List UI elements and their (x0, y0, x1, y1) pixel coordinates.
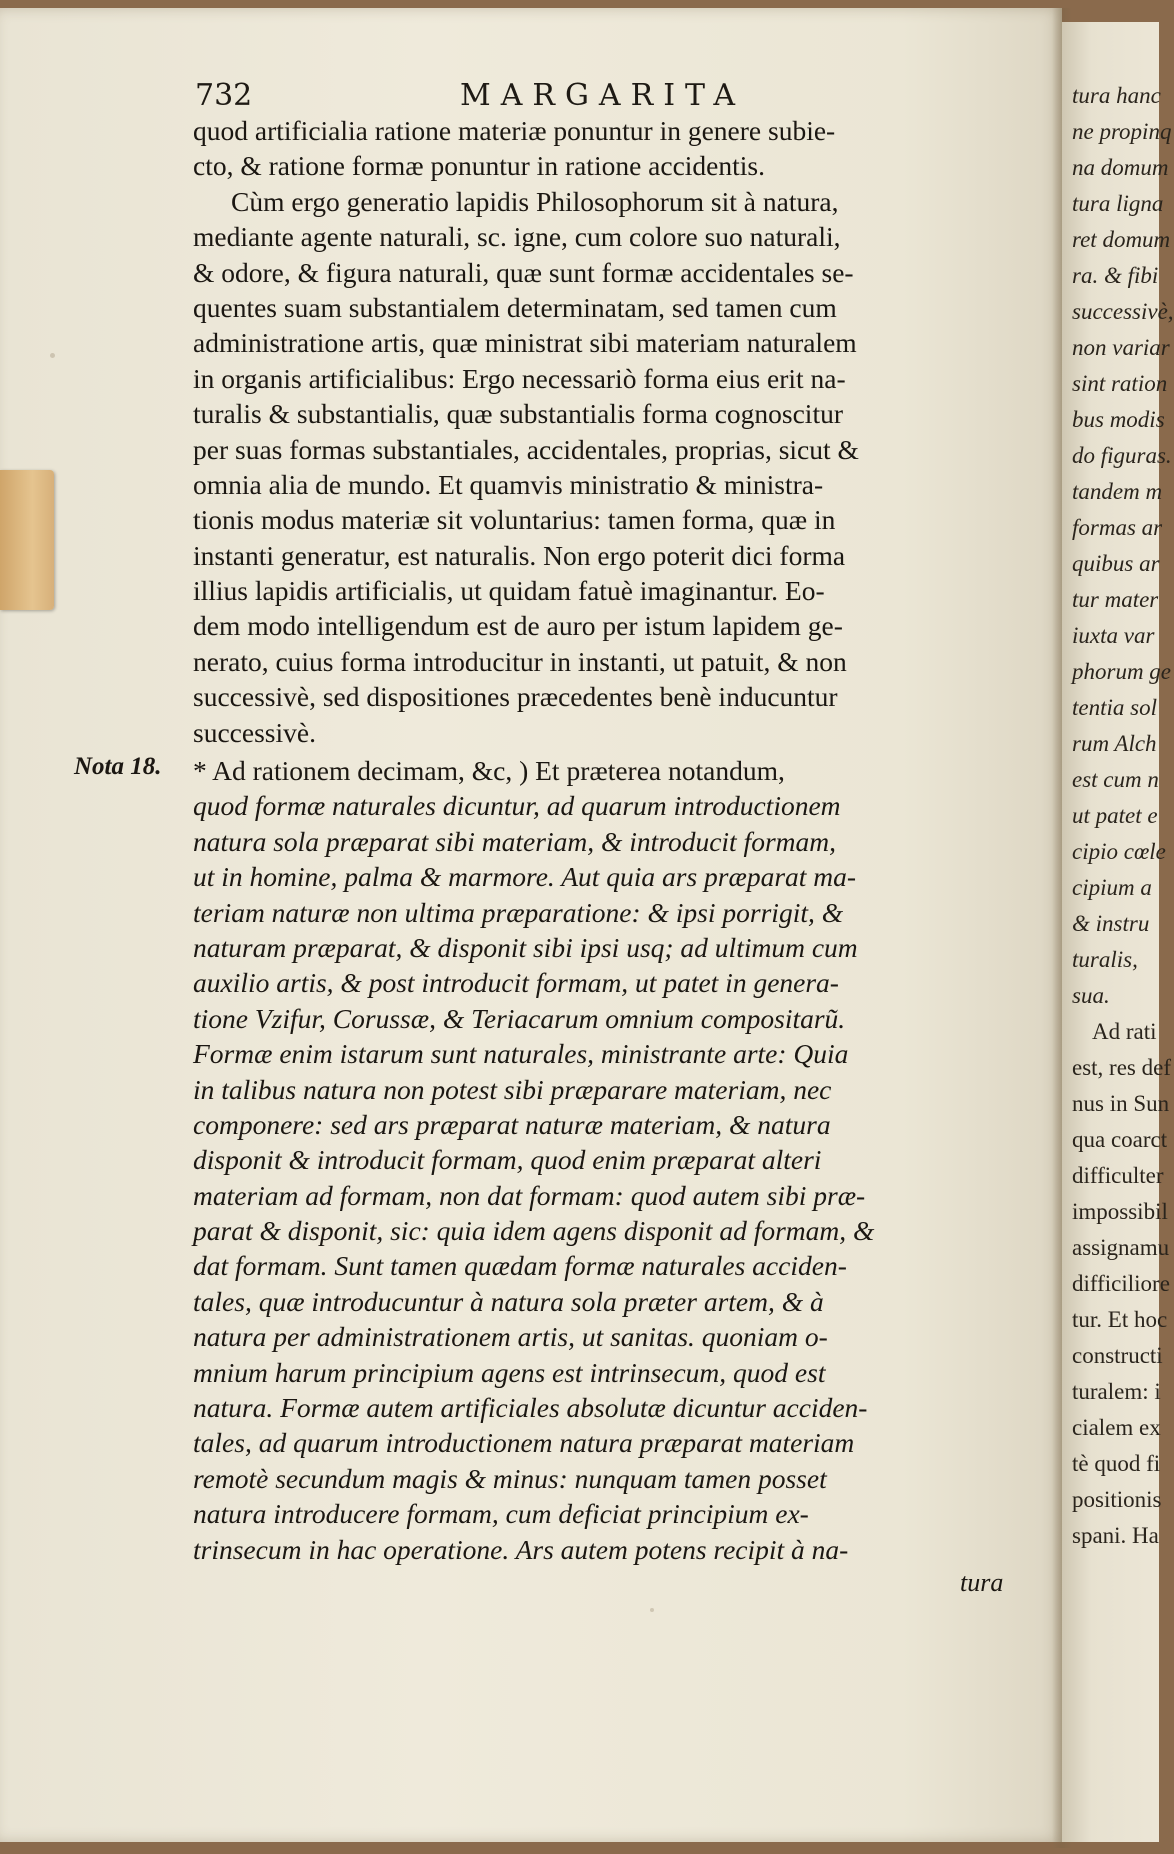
facing-line: & instru (1072, 911, 1150, 936)
text-line: Cùm ergo generatio lapidis Philosophorum sit à natura, (231, 185, 839, 217)
text-line: successivè, sed dispositiones præcedentes benè inducuntur (193, 681, 838, 713)
annotation-text (193, 753, 1005, 1567)
annotation-line: parat & disponit, sic: quia idem agens disponit ad formam, & (193, 1215, 875, 1247)
facing-line: est cum n (1072, 767, 1159, 792)
facing-line: positionis (1072, 1487, 1162, 1512)
text-line: quentes suam substantialem determinatam, sed tamen cum (193, 291, 837, 323)
running-title: MARGARITA (460, 78, 746, 113)
facing-line: Ad rati (1092, 1019, 1157, 1044)
facing-line: tè quod fi (1072, 1451, 1161, 1476)
text-line: nerato, cuius forma introducitur in instanti, ut patuit, & non (193, 645, 847, 677)
facing-text (1062, 22, 1174, 1554)
facing-line: turalis, (1072, 947, 1138, 972)
facing-line: tandem m (1072, 479, 1163, 504)
facing-line: difficiliore (1072, 1271, 1170, 1296)
facing-line: na domum (1072, 155, 1169, 180)
facing-line: spani. Ha (1072, 1523, 1159, 1548)
facing-line: successivè, (1072, 299, 1174, 324)
facing-line: cipio cœle (1072, 839, 1166, 864)
annotation-line: tales, ad quarum introductionem natura præparat materiam (193, 1427, 855, 1459)
paper-spot (650, 1608, 654, 1612)
text-line: tionis modus materiæ sit voluntarius: tamen forma, quæ in (193, 504, 836, 536)
text-line: instanti generatur, est naturalis. Non ergo poterit dici forma (193, 539, 846, 571)
facing-line: formas ar (1072, 515, 1163, 540)
facing-line: assignamu (1072, 1235, 1170, 1260)
annotation-line: natura sola præparat sibi materiam, & introducit formam, (193, 825, 836, 857)
annotation-line: auxilio artis, & post introducit formam, ut patet in genera- (193, 967, 839, 999)
annotation-line: componere: sed ars præparat naturæ materiam, & natura (193, 1108, 831, 1140)
facing-line: nus in Sun (1072, 1091, 1170, 1116)
facing-line: iuxta var (1072, 623, 1155, 648)
annotation-line: naturam præparat, & disponit sibi ipsi usq; ad ultimum cum (193, 931, 858, 963)
annotation-line: tione Vzifur, Corussæ, & Teriacarum omnium compositarũ. (193, 1002, 846, 1034)
text-line: dem modo intelligendum est de auro per istum lapidem ge- (193, 610, 843, 642)
annotation-line: natura. Formæ autem artificiales absolutæ dicuntur acciden- (193, 1392, 868, 1424)
facing-line: qua coarct (1072, 1127, 1168, 1152)
facing-line: tura hanc (1072, 83, 1161, 108)
text-line: turalis & substantialis, quæ substantialis forma cognoscitur (193, 398, 843, 430)
facing-line: difficulter (1072, 1163, 1164, 1188)
text-line: quod artificialia ratione materiæ ponuntur in genere subie- (193, 115, 836, 146)
annotation-line: tales, quæ introducuntur à natura sola præter artem, & à (193, 1285, 824, 1317)
text-line: & odore, & figura naturali, quæ sunt formæ accidentales se- (193, 256, 854, 288)
facing-line: ret domum (1072, 227, 1171, 252)
text-line: successivè. (193, 716, 316, 748)
annotation-line: teriam naturæ non ultima præparatione: & ipsi porrigit, & (193, 896, 844, 928)
catchword: tura (960, 1568, 1004, 1597)
page-header (195, 78, 995, 118)
facing-line: rum Alch (1072, 731, 1157, 756)
annotation-line: dat formam. Sunt tamen quædam formæ naturales acciden- (193, 1250, 847, 1282)
annotation-line: ut in homine, palma & marmore. Aut quia ars præparat ma- (193, 861, 857, 893)
annotation-line: * Ad rationem decimam, &c, ) Et præterea notandum, (193, 755, 785, 786)
main-text (193, 113, 1005, 750)
text-line: per suas formas substantiales, accidentales, proprias, sicut & (193, 433, 859, 465)
facing-line: est, res def (1072, 1055, 1171, 1080)
facing-line: tur mater (1072, 587, 1159, 612)
text-line: administratione artis, quæ ministrat sibi materiam naturalem (193, 327, 857, 359)
facing-line: tentia sol (1072, 695, 1157, 720)
annotation-line: Formæ enim istarum sunt naturales, ministrante arte: Quia (193, 1038, 849, 1070)
page-tab-marker (0, 470, 54, 610)
facing-line: sua. (1072, 983, 1110, 1008)
annotation-line: natura per administrationem artis, ut sanitas. quoniam o- (193, 1321, 828, 1353)
facing-line: turalem: i (1072, 1379, 1161, 1404)
facing-line: bus modis (1072, 407, 1165, 432)
annotation-line: disponit & introducit formam, quod enim præparat alteri (193, 1144, 822, 1176)
text-line: omnia alia de mundo. Et quamvis ministratio & ministra- (193, 468, 824, 500)
annotation-line: remotè secundum magis & minus: nunquam tamen posset (193, 1462, 827, 1494)
facing-line: cipium a (1072, 875, 1152, 900)
facing-line: ne propinq (1072, 119, 1172, 144)
facing-line: sint ration (1072, 371, 1168, 396)
facing-line: non variar (1072, 335, 1170, 360)
annotation-line: quod formæ naturales dicuntur, ad quarum introductionem (193, 790, 841, 822)
annotation-line: natura introducere formam, cum deficiat principium ex- (193, 1498, 809, 1530)
text-line: mediante agente naturali, sc. igne, cum colore suo naturali, (193, 221, 841, 253)
facing-line: phorum ge (1072, 659, 1172, 684)
text-line: cto, & ratione formæ ponuntur in ratione accidentis. (193, 150, 765, 182)
facing-line: tur. Et hoc (1072, 1307, 1168, 1332)
annotation-line: mnium harum principium agens est intrinsecum, quod est (193, 1356, 826, 1388)
margin-note: Nota 18. (74, 753, 162, 780)
text-line: illius lapidis artificialis, ut quidam fatuè imaginantur. Eo- (193, 575, 825, 607)
book-page-left (0, 8, 1062, 1842)
facing-line: cialem ex (1072, 1415, 1161, 1440)
annotation-line: materiam ad formam, non dat formam: quod autem sibi præ- (193, 1179, 866, 1211)
facing-line: impossibil (1072, 1199, 1168, 1224)
book-page-right-edge (1062, 22, 1174, 1842)
facing-line: do figuras. (1072, 443, 1172, 468)
facing-line: ra. & fibi (1072, 263, 1159, 288)
facing-line: ut patet e (1072, 803, 1158, 828)
facing-line: tura ligna (1072, 191, 1164, 216)
annotation-line: in talibus natura non potest sibi præparare materiam, nec (193, 1073, 832, 1105)
facing-line: quibus ar (1072, 551, 1160, 576)
annotation-line: trinsecum in hac operatione. Ars autem potens recipit à na- (193, 1533, 849, 1565)
text-line: in organis artificialibus: Ergo necessariò forma eius erit na- (193, 362, 846, 394)
paper-spot (50, 353, 55, 358)
page-number: 732 (195, 78, 253, 113)
facing-line: constructi (1072, 1343, 1163, 1368)
